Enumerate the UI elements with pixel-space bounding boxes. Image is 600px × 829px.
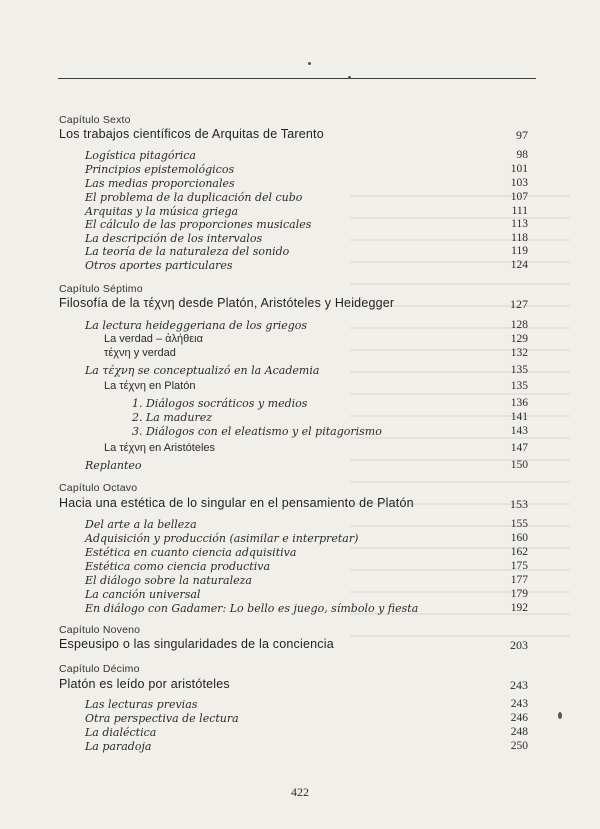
toc-page-number: 143	[510, 425, 528, 437]
chapter-page-number: 243	[510, 678, 528, 692]
toc-entry: Logística pitagórica	[85, 149, 196, 162]
toc-page-number: 124	[510, 259, 528, 271]
toc-entry: El diálogo sobre la naturaleza	[85, 574, 252, 587]
toc-page-number: 101	[510, 163, 528, 175]
chapter-title: Filosofía de la τέχνη desde Platón, Aristóteles y Heidegger	[59, 296, 395, 310]
toc-page-number: 141	[510, 411, 528, 423]
toc-page-number: 248	[510, 726, 528, 738]
toc-page-number: 175	[510, 560, 528, 572]
chapter-label: Capítulo Noveno	[59, 624, 141, 636]
toc-page-number: 135	[510, 364, 528, 376]
chapter-page-number: 97	[516, 128, 528, 142]
chapter-label: Capítulo Sexto	[59, 114, 131, 126]
paper-speck	[348, 76, 351, 79]
toc-entry: Las medias proporcionales	[85, 177, 235, 190]
chapter-title: Hacia una estética de lo singular en el pensamiento de Platón	[59, 496, 414, 510]
toc-page-number: 103	[510, 177, 528, 189]
toc-entry: La dialéctica	[85, 726, 157, 739]
toc-page-number: 179	[510, 588, 528, 600]
chapter-label: Capítulo Séptimo	[59, 283, 143, 295]
header-rule	[58, 78, 536, 79]
toc-page-number: 250	[510, 740, 528, 752]
bleed-through-text	[350, 195, 570, 655]
toc-entry: La τέχνη en Aristóteles	[104, 442, 216, 454]
toc-entry: La τέχνη en Platón	[104, 380, 196, 392]
toc-page-number: 118	[511, 232, 528, 244]
toc-entry: Otra perspectiva de lectura	[85, 712, 239, 725]
paper-speck	[558, 712, 562, 719]
toc-page-number: 98	[516, 149, 528, 161]
chapter-title: Espeusipo o las singularidades de la conciencia	[59, 637, 334, 651]
toc-entry: La teoría de la naturaleza del sonido	[85, 245, 290, 258]
toc-entry: Arquitas y la música griega	[85, 205, 239, 218]
toc-page-number: 160	[510, 532, 528, 544]
chapter-title: Platón es leído por aristóteles	[59, 677, 230, 691]
chapter-page-number: 153	[510, 497, 528, 511]
toc-entry: El problema de la duplicación del cubo	[85, 191, 303, 204]
toc-entry: 1. Diálogos socráticos y medios	[132, 397, 308, 410]
toc-entry: Del arte a la belleza	[85, 518, 197, 531]
chapter-page-number: 203	[510, 638, 528, 652]
toc-page-number: 177	[510, 574, 528, 586]
toc-page-number: 162	[510, 546, 528, 558]
toc-page-number: 155	[510, 518, 528, 530]
toc-entry: τέχνη y verdad	[104, 347, 176, 359]
toc-entry: La verdad – ἀλήθεια	[104, 333, 203, 345]
toc-entry: Adquisición y producción (asimilar e interpretar)	[85, 532, 359, 545]
toc-entry: Replanteo	[85, 459, 142, 472]
toc-entry: La lectura heideggeriana de los griegos	[85, 319, 308, 332]
toc-page-number: 128	[510, 319, 528, 331]
toc-page-number: 150	[510, 459, 528, 471]
toc-entry: En diálogo con Gadamer: Lo bello es juego, símbolo y fiesta	[85, 602, 419, 615]
page-number: 422	[291, 785, 309, 799]
toc-entry: Las lecturas previas	[85, 698, 198, 711]
toc-page-number: 243	[510, 698, 528, 710]
toc-page-number: 135	[510, 380, 528, 392]
chapter-title: Los trabajos científicos de Arquitas de Tarento	[59, 127, 324, 141]
toc-entry: 3. Diálogos con el eleatismo y el pitagorismo	[132, 425, 382, 438]
toc-entry: Otros aportes particulares	[85, 259, 233, 272]
toc-page-number: 129	[510, 333, 528, 345]
toc-entry: La canción universal	[85, 588, 201, 601]
toc-entry: La paradoja	[85, 740, 152, 753]
chapter-label: Capítulo Octavo	[59, 482, 138, 494]
toc-page-number: 246	[510, 712, 528, 724]
toc-entry: La τέχνη se conceptualizó en la Academia	[85, 364, 320, 377]
toc-page-number: 132	[510, 347, 528, 359]
toc-entry: El cálculo de las proporciones musicales	[85, 218, 312, 231]
toc-entry: Estética como ciencia productiva	[85, 560, 271, 573]
toc-page-number: 111	[511, 205, 528, 217]
chapter-label: Capítulo Décimo	[59, 663, 140, 675]
toc-entry: 2. La madurez	[132, 411, 213, 424]
toc-page-number: 136	[510, 397, 528, 409]
toc-page-number: 192	[510, 602, 528, 614]
toc-page-number: 147	[510, 442, 528, 454]
paper-speck	[308, 62, 311, 65]
toc-entry: Estética en cuanto ciencia adquisitiva	[85, 546, 297, 559]
toc-entry: La descripción de los intervalos	[85, 232, 263, 245]
toc-page-number: 107	[510, 191, 528, 203]
toc-page-number: 113	[511, 218, 528, 230]
toc-entry: Principios epistemológicos	[85, 163, 235, 176]
toc-page-number: 119	[511, 245, 528, 257]
chapter-page-number: 127	[510, 297, 528, 311]
